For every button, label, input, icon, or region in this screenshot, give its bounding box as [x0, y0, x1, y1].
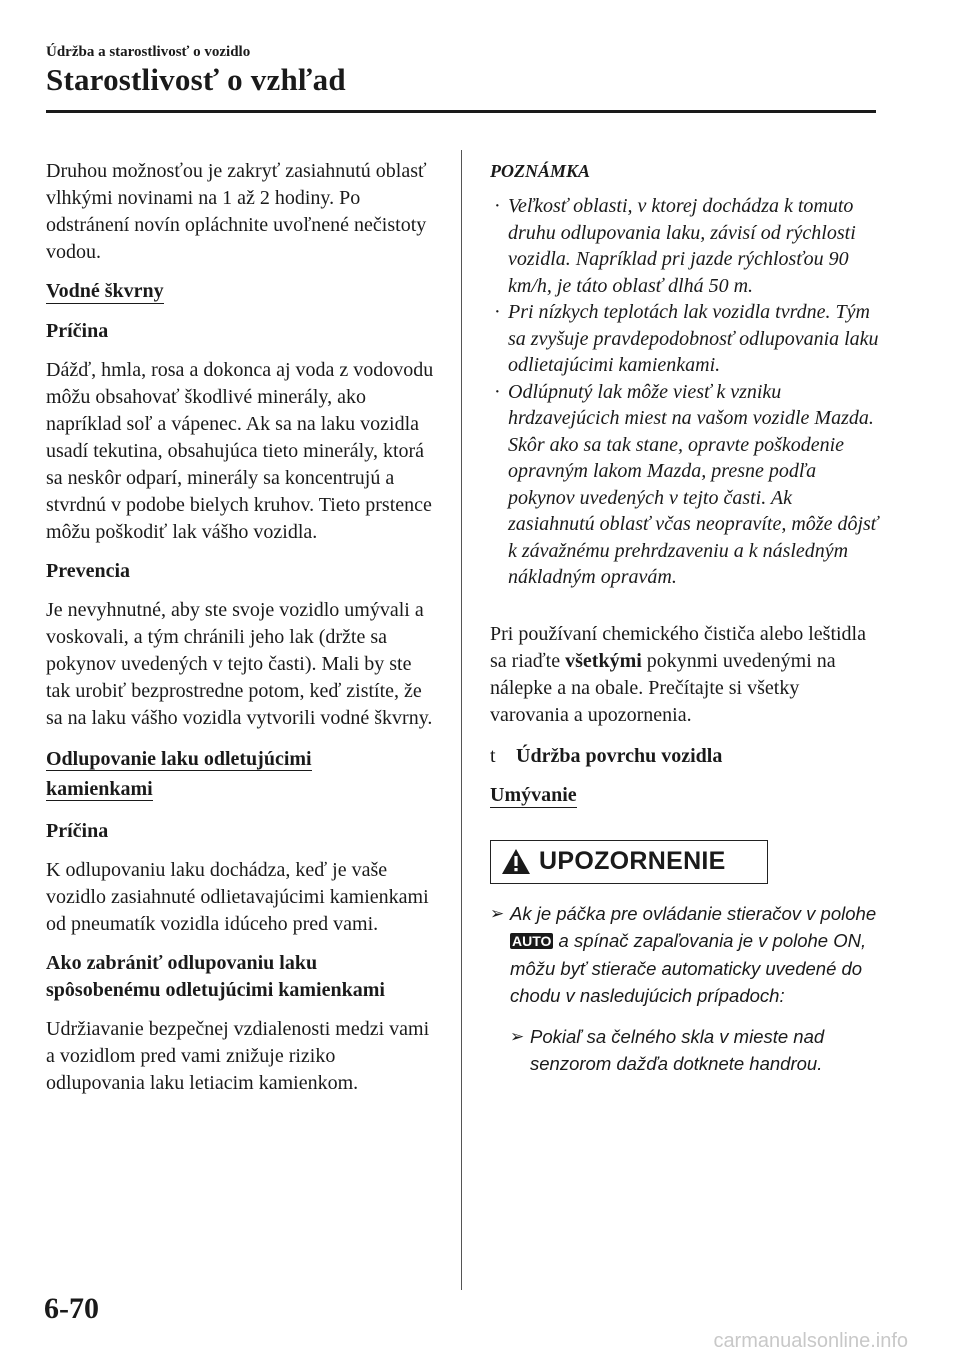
water-spots-prevention-text: Je nevyhnutné, aby ste svoje vozidlo umývali a voskovali, a tým chránili jeho lak (držte sa pokynov uvedených v tejto časti). Mali by ste tak urobiť bezprostredne potom, keď zistíte, že sa na laku vášho vozidla vytvorili vodné škvrny. [46, 599, 433, 729]
breadcrumb: Údržba a starostlivosť o vozidlo [46, 44, 251, 60]
water-spots-cause-text: Dážď, hmla, rosa a dokonca aj voda z vodovodu môžu obsahovať škodlivé minerály, ako napríklad soľ a vápenec. Ak sa na laku vozidla usadí tekutina, obsahujúca tieto minerály, ktorá sa neskôr odparí, minerály sa koncentrujú a stvrdnú v podobe bielych kruhov. Tieto prstence môžu poškodiť lak vášho vozidla. [46, 359, 434, 543]
note-item: · Veľkosť oblasti, v ktorej dochádza k tomuto druhu odlupovania laku, závisí od rýchlosti vozidla. Napríklad pri jazde rýchlosťou 90 km/h, je táto oblasť dlhá 50 m. [494, 195, 856, 297]
chipping-cause-text: K odlupovaniu laku dochádza, keď je vaše vozidlo zasiahnuté odlietavajúcimi kamienkami od pneumatík vozidla idúceho pred vami. [46, 859, 429, 935]
warning-triangle-icon [501, 848, 531, 875]
chipping-heading [46, 744, 436, 804]
left-column [46, 158, 436, 1109]
chipping-heading-line2: kamienkami [46, 778, 153, 800]
bullet-icon: · [494, 301, 501, 323]
subsection-marker: t [490, 744, 496, 767]
subsection-heading: t Údržba povrchu vozidla [490, 743, 880, 770]
water-spots-prevention-label: Prevencia [46, 560, 131, 582]
right-column [490, 158, 880, 1091]
note-item: · Odlúpnutý lak môže viesť k vzniku hrdzavejúcich miest na vašom vozidle Mazda. Skôr ako sa tak stane, opravte poškodenie opravným lakom Mazda, presne podľa pokynov uvedených v tejto časti. Ak zasiahnutú oblasť včas neopravíte, môže dôjsť k závažnému prehrdzaveniu a k následným nákladným opravám. [494, 380, 879, 588]
warning-box [490, 840, 768, 884]
title-rule [46, 110, 876, 113]
caution-item: ➢ Ak je páčka pre ovládanie stieračov v polohe AUTO a spínač zapaľovania je v polohe ON, môžu byť stierače automaticky uvedené do chodu v nasledujúcich prípadoch: [490, 900, 880, 1009]
water-spots-heading: Vodné škvrny [46, 280, 164, 302]
intro-paragraph: Druhou možnosťou je zakryť zasiahnutú oblasť vlhkými novinami na 1 až 2 hodiny. Po odstránení novín opláchnite uvoľnené nečistoty vodou. [46, 160, 427, 263]
bullet-icon: · [494, 195, 501, 217]
caution-list [490, 900, 880, 1077]
chipping-prevent-text: Udržiavanie bezpečnej vzdialenosti medzi vami a vozidlom pred vami znižuje riziko odlupovania laku letiacim kamienkom. [46, 1018, 430, 1094]
chipping-prevent-heading: Ako zabrániť odlupovaniu laku spôsobenému odletujúcimi kamienkami [46, 952, 385, 1001]
auto-badge: AUTO [512, 932, 552, 949]
water-spots-cause-label: Príčina [46, 320, 109, 342]
note-item: · Pri nízkych teplotách lak vozidla tvrdne. Tým sa zvyšuje pravdepodobnosť odlupovania laku odlietajúcimi kamienkami. [494, 301, 879, 376]
chipping-cause-label: Príčina [46, 820, 109, 842]
arrow-right-icon: ➢ [510, 1026, 525, 1046]
page-number: 6-70 [44, 1292, 99, 1325]
washing-heading: Umývanie [490, 783, 577, 806]
arrow-right-icon: ➢ [490, 903, 505, 923]
chemical-paragraph: Pri používaní chemického čističa alebo leštidla sa riaďte všetkými pokynmi uvedenými na nálepke a na obale. Prečítajte si všetky varovania a upozornenia. [490, 622, 866, 726]
bullet-icon: · [494, 380, 501, 403]
note-title: POZNÁMKA [490, 161, 591, 181]
warning-label: UPOZORNENIE [539, 847, 726, 875]
column-divider [461, 150, 462, 1290]
caution-sub-item: ➢ Pokiaľ sa čelného skla v mieste nad senzorom dažďa dotknete handrou. [510, 1023, 880, 1077]
watermark: carmanualsonline.info [713, 1330, 908, 1352]
section-title: Starostlivosť o vzhľad [46, 62, 346, 97]
chipping-heading-line1: Odlupovanie laku odletujúcimi [46, 748, 312, 770]
note-list [490, 193, 880, 591]
